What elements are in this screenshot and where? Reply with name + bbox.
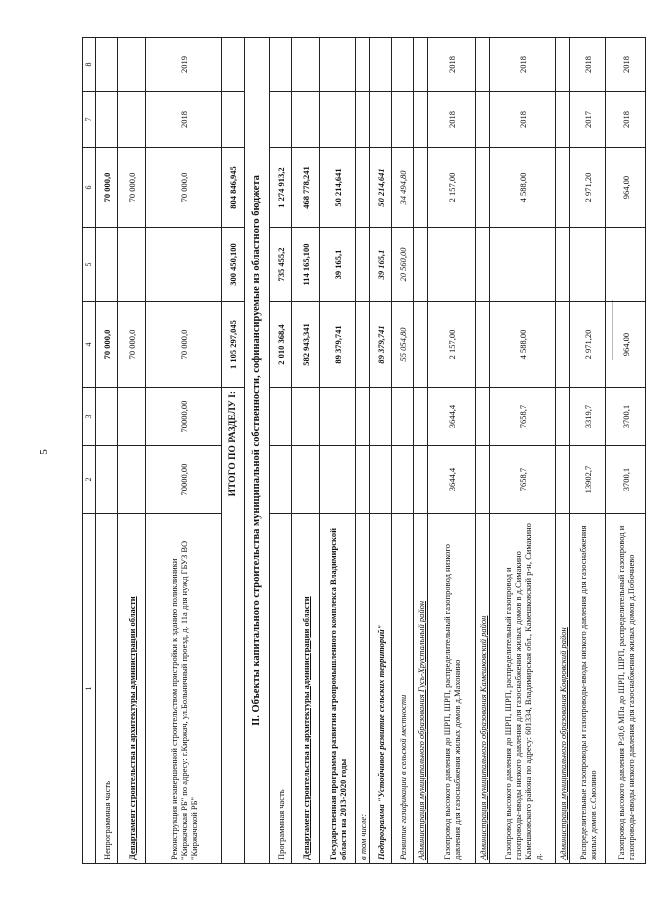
cell-c5 <box>490 228 556 302</box>
cell-c5 <box>356 228 370 302</box>
cell-c8: 2018 <box>606 38 646 92</box>
cell-c2: 7658,7 <box>490 446 556 514</box>
total-c6: 804 846,945 <box>222 148 245 228</box>
cell-c5 <box>118 228 146 302</box>
table-row <box>414 38 428 864</box>
table-row <box>292 38 320 864</box>
table-row <box>356 38 370 864</box>
table-row <box>146 38 222 864</box>
cell-c7 <box>270 92 292 148</box>
row-name: в том числе: <box>356 514 370 864</box>
cell-c2 <box>476 446 490 514</box>
table-row <box>476 38 490 864</box>
cell-c7 <box>556 92 570 148</box>
cell-c3: 3700,1 <box>606 388 646 446</box>
cell-c4: 582 943,341 <box>292 302 320 388</box>
cell-c3 <box>356 388 370 446</box>
row-name: Департамент строительства и архитектуры администрации области <box>118 514 146 864</box>
cell-c4: 89 379,741 <box>320 302 356 388</box>
cell-c7: 2018 <box>606 92 646 148</box>
cell-c5 <box>96 228 118 302</box>
cell-c4: 964,00 <box>606 302 646 388</box>
cell-c5 <box>476 228 490 302</box>
cell-c3 <box>96 388 118 446</box>
cell-c2: 13902,7 <box>570 446 606 514</box>
table-row <box>392 38 414 864</box>
document-page <box>82 38 636 864</box>
table-row <box>96 38 118 864</box>
total-label: ИТОГО ПО РАЗДЕЛУ I: <box>222 388 245 864</box>
cell-c3 <box>392 388 414 446</box>
cell-c4: 2 157,00 <box>428 302 476 388</box>
col-header-2: 2 <box>83 446 96 514</box>
cell-c4 <box>556 302 570 388</box>
cell-c4: 70 000,0 <box>118 302 146 388</box>
cell-c6: 2 971,20 <box>570 148 606 228</box>
cell-c6: 964,00 <box>606 148 646 228</box>
row-name: Подпрограмма "Устойчивое развитие сельских территорий" <box>370 514 392 864</box>
cell-c6: 468 778,241 <box>292 148 320 228</box>
cell-c3 <box>292 388 320 446</box>
col-header-1: 1 <box>83 514 96 864</box>
cell-c2 <box>356 446 370 514</box>
cell-c7: 2018 <box>146 92 222 148</box>
cell-c5 <box>146 228 222 302</box>
table-row <box>118 38 146 864</box>
cell-c4: 89 379,741 <box>370 302 392 388</box>
cell-c6 <box>556 148 570 228</box>
section-header-row <box>245 38 270 864</box>
cell-c5 <box>606 228 646 302</box>
cell-c5 <box>428 228 476 302</box>
empty-cell <box>222 38 245 92</box>
cell-c4: 2 010 368,4 <box>270 302 292 388</box>
row-name: Газопровод высокого давления до ШРП, ШРП, распределительный газопровод и газопроводы-вводы низкого давления для газоснабжения жилых домов в д.Симакино Камешковского района по адресу: 601334, Владимирская обл., Камешковский р-н, Симакино д. <box>490 514 556 864</box>
cell-c7 <box>292 92 320 148</box>
cell-c2: 70000,00 <box>146 446 222 514</box>
cell-c2 <box>292 446 320 514</box>
cell-c8 <box>356 38 370 92</box>
cell-c6: 34 494,80 <box>392 148 414 228</box>
cell-c3 <box>476 388 490 446</box>
cell-c3 <box>118 388 146 446</box>
row-name: Распределительные газопроводы и газопроводы-вводы низкого давления для газоснабжения жилых домов с.Смолино <box>570 514 606 864</box>
cell-c8 <box>320 38 356 92</box>
cell-c7 <box>96 92 118 148</box>
cell-c6 <box>414 148 428 228</box>
cell-c8 <box>270 38 292 92</box>
cell-c5 <box>414 228 428 302</box>
table-row <box>428 38 476 864</box>
cell-c4 <box>414 302 428 388</box>
cell-c2: 3700,1 <box>606 446 646 514</box>
cell-c8 <box>292 38 320 92</box>
section-title: II. Объекты капитального строительства муниципальной собственности, софинансируемые из областного бюджета <box>245 38 270 864</box>
cell-c4: 70 000,0 <box>96 302 118 388</box>
cell-c5: 39 165,1 <box>370 228 392 302</box>
cell-c5 <box>570 228 606 302</box>
cell-c3 <box>370 388 392 446</box>
row-name: Реконструкция незавершенной строительством пристройки к зданию поликлиники "Киржачская РБ" по адресу: г.Киржач, ул.Больничный проезд, д. 11а для нужд ГБУЗ ВО "Киржачской РБ" <box>146 514 222 864</box>
cell-c8 <box>96 38 118 92</box>
cell-c2 <box>320 446 356 514</box>
total-c4: 1 105 297,045 <box>222 302 245 388</box>
row-name: Государственная программа развития агропромышленного комплекса Владимирской области на 2013-2020 годы <box>320 514 356 864</box>
col-header-4: 4 <box>83 302 96 388</box>
header-row <box>83 38 96 864</box>
row-name: Развитие газификации в сельской местности <box>392 514 414 864</box>
table-row <box>490 38 556 864</box>
cell-c2 <box>370 446 392 514</box>
col-header-8: 8 <box>83 38 96 92</box>
cell-c7 <box>392 92 414 148</box>
cell-c8: 2018 <box>570 38 606 92</box>
table-row <box>320 38 356 864</box>
cell-c2 <box>414 446 428 514</box>
cell-c3: 7658,7 <box>490 388 556 446</box>
cell-c5: 20 560,00 <box>392 228 414 302</box>
cell-c5: 39 165,1 <box>320 228 356 302</box>
row-name: Непрограммная часть <box>96 514 118 864</box>
section-total-row <box>222 38 245 864</box>
cell-c2 <box>556 446 570 514</box>
cell-c3 <box>556 388 570 446</box>
cell-c2 <box>392 446 414 514</box>
row-name: Программная часть <box>270 514 292 864</box>
cell-c8 <box>392 38 414 92</box>
cell-c7 <box>320 92 356 148</box>
table-row <box>370 38 392 864</box>
cell-c8: 2018 <box>428 38 476 92</box>
cell-c7: 2018 <box>428 92 476 148</box>
cell-c7 <box>356 92 370 148</box>
row-name: Газопровод высокого давления до ШРП, ШРП, распределительный газопровод низкого давления для газоснабжения жилых домов д.Махонино <box>428 514 476 864</box>
cell-c4: 4 588,00 <box>490 302 556 388</box>
cell-c7: 2017 <box>570 92 606 148</box>
cell-c5 <box>556 228 570 302</box>
empty-cell <box>222 92 245 148</box>
cell-c6 <box>356 148 370 228</box>
cell-c8: 2019 <box>146 38 222 92</box>
row-name: Администрация муниципального образования Камешковский район <box>476 514 490 864</box>
cell-c8 <box>118 38 146 92</box>
cell-c4: 55 054,80 <box>392 302 414 388</box>
cell-c7 <box>118 92 146 148</box>
cell-c3 <box>320 388 356 446</box>
cell-c7 <box>476 92 490 148</box>
cell-c6: 70 000,0 <box>146 148 222 228</box>
cell-c3: 3644,4 <box>428 388 476 446</box>
cell-c7 <box>414 92 428 148</box>
cell-c7 <box>370 92 392 148</box>
col-header-5: 5 <box>83 228 96 302</box>
cell-c2 <box>96 446 118 514</box>
cell-c6: 50 214,641 <box>370 148 392 228</box>
cell-c6: 50 214,641 <box>320 148 356 228</box>
total-c5: 300 450,100 <box>222 228 245 302</box>
rotated-table-container <box>82 38 636 864</box>
row-name: Администрация муниципального образования Ковровский район <box>556 514 570 864</box>
table-row <box>556 38 570 864</box>
cell-c4 <box>356 302 370 388</box>
cell-c8 <box>556 38 570 92</box>
col-header-3: 3 <box>83 388 96 446</box>
table-row <box>570 38 606 864</box>
cell-c8 <box>476 38 490 92</box>
cell-c8 <box>370 38 392 92</box>
cell-c6: 70 000,0 <box>96 148 118 228</box>
cell-c4: 70 000,0 <box>146 302 222 388</box>
cell-c4: 2 971,20 <box>570 302 606 388</box>
cell-c3: 3319,7 <box>570 388 606 446</box>
row-name: Газопровод высокого давления Р≤0,6 МПа до ШРП, ШРП, распределительный газопровод и газопроводы-вводы низкого давления для газоснабжения жилых домов д.Побочнево <box>606 514 646 864</box>
col-header-6: 6 <box>83 148 96 228</box>
cell-c6: 1 274 913,2 <box>270 148 292 228</box>
cell-c7: 2018 <box>490 92 556 148</box>
cell-c3 <box>414 388 428 446</box>
cell-c5: 114 165,100 <box>292 228 320 302</box>
cell-c2 <box>270 446 292 514</box>
cell-c2 <box>118 446 146 514</box>
cell-c6 <box>476 148 490 228</box>
cell-c4 <box>476 302 490 388</box>
table-row <box>606 38 646 864</box>
row-name: Администрация муниципального образования Гусь-Хрустальный район <box>414 514 428 864</box>
cell-c8: 2018 <box>490 38 556 92</box>
cell-c6: 4 588,00 <box>490 148 556 228</box>
cell-c6: 2 157,00 <box>428 148 476 228</box>
cell-c8 <box>414 38 428 92</box>
col-header-7: 7 <box>83 92 96 148</box>
table-row <box>270 38 292 864</box>
row-name: Департамент строительства и архитектуры администрации области <box>292 514 320 864</box>
cell-c6: 70 000,0 <box>118 148 146 228</box>
cell-c5: 735 455,2 <box>270 228 292 302</box>
cell-c3: 70000,00 <box>146 388 222 446</box>
cell-c2: 3644,4 <box>428 446 476 514</box>
objects-table <box>82 37 646 864</box>
cell-c3 <box>270 388 292 446</box>
page-number: 5 <box>38 449 50 455</box>
